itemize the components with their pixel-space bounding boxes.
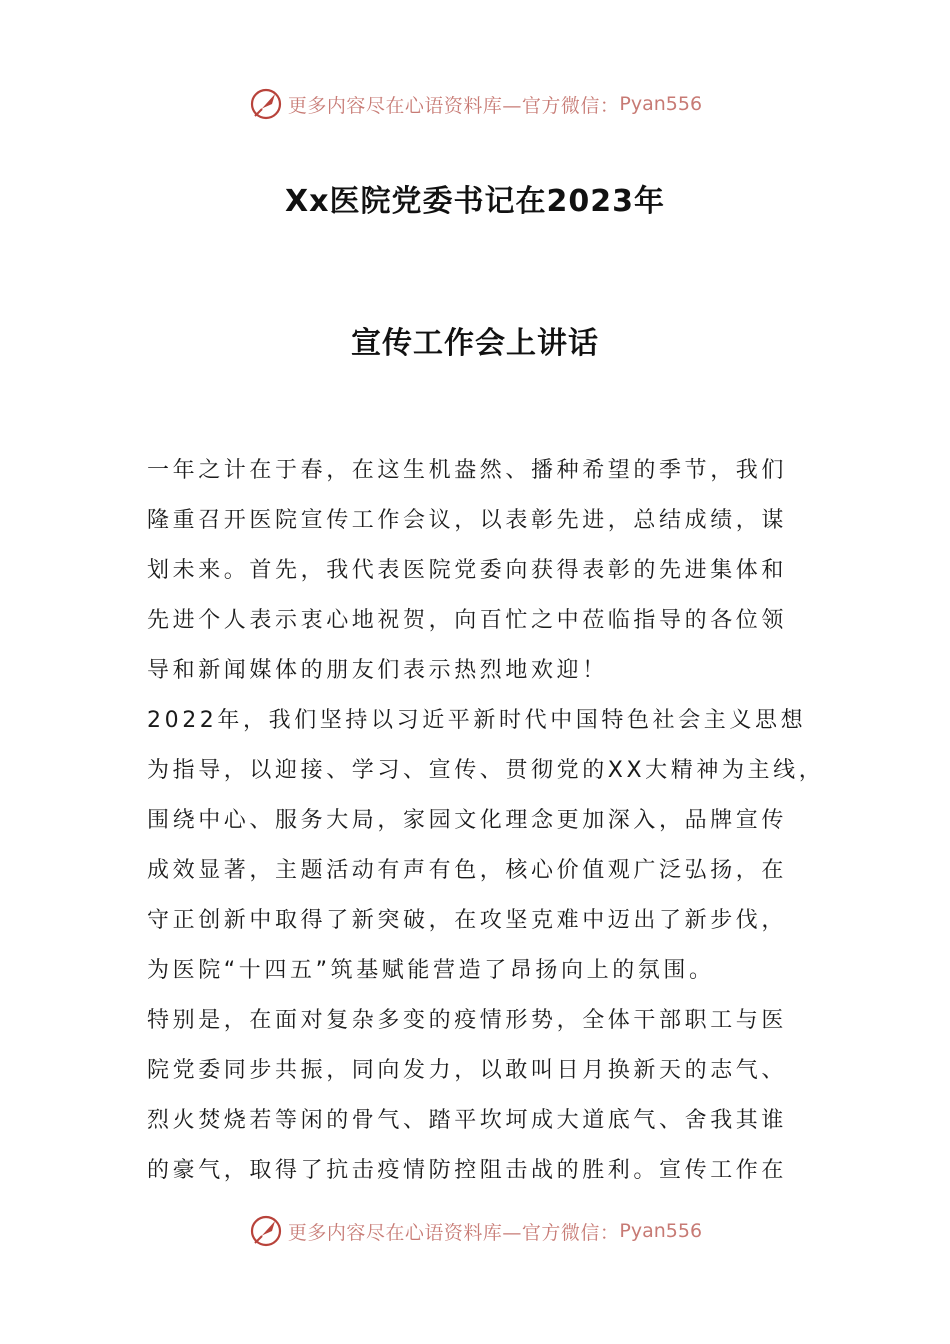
body-line: 成效显著，主题活动有声有色，核心价值观广泛弘扬，在 [147, 858, 788, 883]
body-line: 特别是，在面对复杂多变的疫情形势，全体干部职工与医 [147, 1008, 788, 1033]
watermark-wechat-id: Pyan556 [619, 93, 703, 115]
watermark-text: 更多内容尽在心语资料库—官方微信： [287, 94, 620, 117]
body-line: 划未来。首先，我代表医院党委向获得表彰的先进集体和 [147, 558, 788, 583]
quill-logo-icon [248, 86, 284, 122]
watermark-text: 更多内容尽在心语资料库—官方微信： [287, 1221, 620, 1244]
document-title-line-2: 宣传工作会上讲话 [351, 326, 599, 361]
body-line: 的豪气，取得了抗击疫情防控阻击战的胜利。宣传工作在 [147, 1158, 788, 1183]
body-line: 2022年，我们坚持以习近平新时代中国特色社会主义思想 [147, 708, 807, 733]
quill-logo-icon [248, 1213, 284, 1249]
body-line: 先进个人表示衷心地祝贺，向百忙之中莅临指导的各位领 [147, 608, 788, 633]
footer-watermark [0, 1211, 950, 1251]
body-line: 导和新闻媒体的朋友们表示热烈地欢迎！ [147, 658, 608, 683]
body-line: 院党委同步共振，同向发力，以敢叫日月换新天的志气、 [147, 1058, 788, 1083]
body-line: 围绕中心、服务大局，家园文化理念更加深入，品牌宣传 [147, 808, 788, 833]
header-watermark [0, 84, 950, 124]
body-line: 守正创新中取得了新突破，在攻坚克难中迈出了新步伐， [147, 908, 788, 933]
body-line: 烈火焚烧若等闲的骨气、踏平坎坷成大道底气、舍我其谁 [147, 1108, 788, 1133]
document-body [147, 446, 832, 1196]
watermark-wechat-id: Pyan556 [619, 1220, 703, 1242]
body-line: 隆重召开医院宣传工作会议，以表彰先进，总结成绩，谋 [147, 508, 788, 533]
body-line: 为医院“十四五”筑基赋能营造了昂扬向上的氛围。 [147, 958, 715, 983]
body-line: 一年之计在于春，在这生机盎然、播种希望的季节，我们 [147, 458, 788, 483]
body-line: 为指导，以迎接、学习、宣传、贯彻党的XX大精神为主线， [147, 758, 825, 783]
document-title-line-1: Xx医院党委书记在2023年 [285, 184, 665, 219]
